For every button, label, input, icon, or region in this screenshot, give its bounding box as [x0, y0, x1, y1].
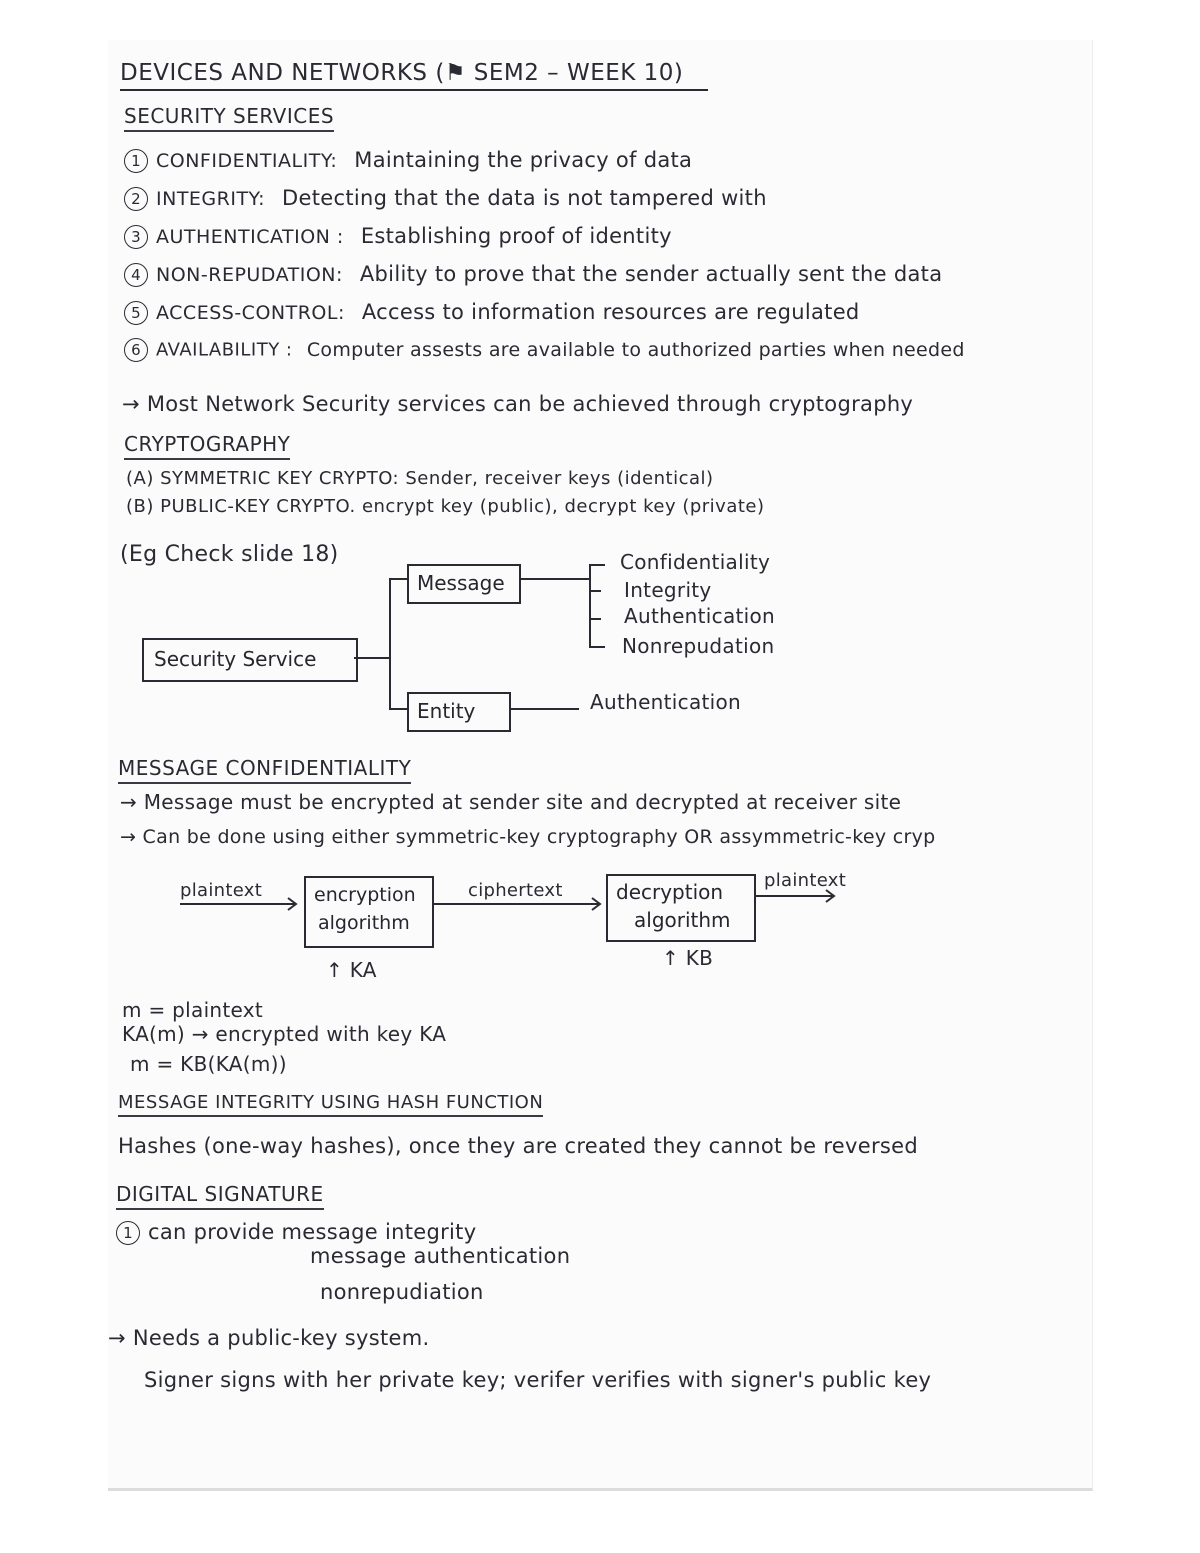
service-label: ACCESS-CONTROL:: [156, 302, 345, 324]
message-integrity-heading: MESSAGE INTEGRITY USING HASH FUNCTION: [118, 1092, 543, 1117]
page-title: DEVICES AND NETWORKS (⚑ SEM2 – WEEK 10): [120, 60, 708, 91]
signature-item-1-text: can provide message integrity: [148, 1220, 477, 1244]
service-desc: Computer assests are available to authorized parties when needed: [306, 338, 965, 361]
number-2-badge: 2: [124, 187, 148, 211]
signature-note-1: → Needs a public-key system.: [108, 1326, 430, 1350]
ciphertext-label: ciphertext: [468, 880, 563, 901]
signature-item-2: message authentication: [310, 1244, 571, 1268]
entity-label: Entity: [417, 699, 476, 723]
decryption-algorithm-box: [606, 874, 756, 942]
number-1-badge: 1: [116, 1221, 140, 1245]
encryption-label-2: algorithm: [318, 912, 410, 934]
number-6-badge: 6: [124, 338, 148, 362]
message-confidentiality-heading: MESSAGE CONFIDENTIALITY: [118, 756, 411, 784]
number-1-badge: 1: [124, 149, 148, 173]
plaintext-output-label: plaintext: [764, 870, 847, 891]
signature-item-1: [116, 1220, 476, 1245]
key-a-label: ↑ KA: [326, 958, 377, 982]
service-label: AVAILABILITY :: [156, 339, 293, 361]
formula-decrypted: m = KB(KA(m)): [130, 1052, 287, 1076]
service-desc: Access to information resources are regulated: [361, 300, 860, 324]
service-label: NON-REPUDATION:: [156, 264, 343, 286]
plaintext-input-label: plaintext: [180, 880, 263, 901]
number-3-badge: 3: [124, 225, 148, 249]
security-service-label: Security Service: [154, 647, 317, 671]
signature-note-2: Signer signs with her private key; verifer verifies with signer's public key: [144, 1368, 932, 1392]
service-desc: Establishing proof of identity: [360, 224, 672, 248]
child-integrity: Integrity: [624, 578, 712, 602]
cryptography-heading: CRYPTOGRAPHY: [124, 432, 290, 460]
service-desc: Maintaining the privacy of data: [354, 148, 693, 172]
service-label: AUTHENTICATION :: [156, 226, 344, 248]
message-integrity-text: Hashes (one-way hashes), once they are created they cannot be reversed: [118, 1134, 918, 1158]
public-key-line: (B) PUBLIC-KEY CRYPTO. encrypt key (public), decrypt key (private): [126, 496, 765, 517]
decryption-label-1: decryption: [616, 880, 724, 904]
child-nonrepudation: Nonrepudation: [622, 634, 775, 658]
confidentiality-line-2: → Can be done using either symmetric-key cryptography OR assymmetric-key cryp: [120, 826, 936, 848]
example-note: (Eg Check slide 18): [120, 542, 339, 567]
message-label: Message: [417, 571, 505, 595]
service-desc: Detecting that the data is not tampered with: [282, 186, 767, 210]
formula-plaintext: m = plaintext: [122, 998, 264, 1022]
service-label: INTEGRITY:: [156, 188, 266, 210]
formula-encrypted: KA(m) → encrypted with key KA: [122, 1022, 447, 1046]
service-desc: Ability to prove that the sender actually sent the data: [359, 262, 943, 286]
entity-authentication: Authentication: [590, 690, 742, 714]
number-4-badge: 4: [124, 263, 148, 287]
service-label: CONFIDENTIALITY:: [156, 150, 338, 172]
key-b-label: ↑ KB: [662, 946, 714, 970]
security-note: → Most Network Security services can be achieved through cryptography: [122, 392, 914, 416]
decryption-label-2: algorithm: [634, 908, 731, 932]
child-authentication: Authentication: [624, 604, 776, 628]
number-5-badge: 5: [124, 301, 148, 325]
security-services-heading: SECURITY SERVICES: [124, 104, 334, 132]
encryption-algorithm-box: [304, 876, 434, 948]
encryption-label-1: encryption: [314, 884, 416, 906]
confidentiality-line-1: → Message must be encrypted at sender site and decrypted at receiver site: [120, 790, 902, 814]
digital-signature-heading: DIGITAL SIGNATURE: [116, 1182, 324, 1210]
symmetric-key-line: (A) SYMMETRIC KEY CRYPTO: Sender, receiver keys (identical): [126, 468, 714, 489]
signature-item-3: nonrepudiation: [320, 1280, 484, 1304]
child-confidentiality: Confidentiality: [620, 550, 771, 574]
